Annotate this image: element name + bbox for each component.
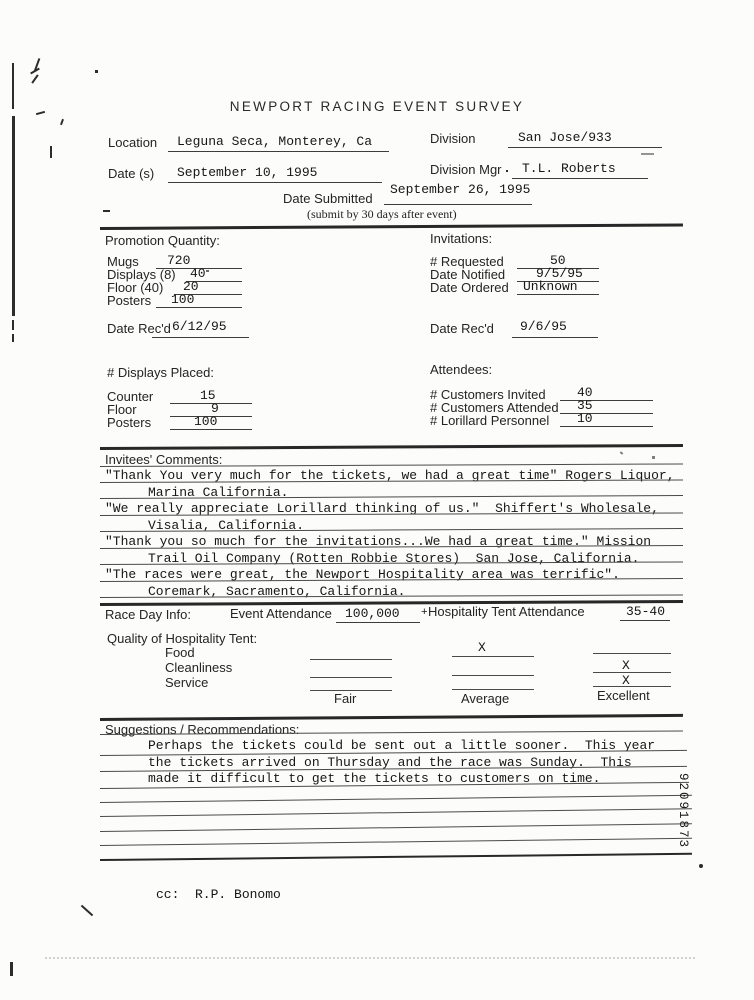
comment-line: "The races were great, the Newport Hospitality area was terrific". [105,567,620,582]
suggestion-line: Perhaps the tickets could be sent out a little sooner. This year [148,738,656,753]
comment-line: "Thank you so much for the invitations...We had a great time." Mission [105,534,652,549]
placed-item-label: Floor [107,402,137,417]
suggestions-heading: Suggestions / Recommendations: [105,722,300,737]
attendees-heading: Attendees: [430,362,493,377]
comment-line: Trail Oil Company (Rotten Robbie Stores) San Jose, California. [148,551,640,566]
quality-row-label: Service [165,675,209,690]
suggestion-line: made it difficult to get the tickets to customers on time. [148,771,601,786]
invite-item-field [517,277,599,295]
scan-artifact [652,456,655,459]
comments-heading: Invitees' Comments: [105,452,223,467]
section-divider [100,853,692,861]
division-mgr-value: T.L. Roberts [522,161,616,176]
invite-item-value: 50 [550,253,566,268]
placed-item-value: 15 [200,388,216,403]
comment-line: "Thank You very much for the tickets, we had a great time" Rogers Liquor, [105,468,675,483]
scan-artifact [30,68,40,75]
scan-artifact [12,334,14,342]
suggestion-line: the tickets arrived on Thursday and the race was Sunday. This [148,755,632,770]
quality-row-label: Food [165,645,195,660]
dates-field [168,163,382,183]
promo-item-value: 20 [183,279,199,294]
attendee-item-field [560,409,653,427]
date-submitted-field [384,187,532,205]
location-value: Leguna Seca, Monterey, Ca [177,134,373,149]
comment-line: Marina California. [148,485,289,500]
rating-col-label: Fair [334,691,357,706]
date-submitted-value: September 26, 1995 [390,182,531,197]
ruled-line [100,838,692,846]
promo-item-label: Posters [107,293,152,308]
section-divider [100,714,683,721]
invite-date-recd-label: Date Rec'd [430,321,494,336]
quality-mark-service-excellent: X [622,673,630,688]
dates-value: September 10, 1995 [177,165,318,180]
rating-line [310,659,392,660]
promo-item-label: Displays (8) [107,267,176,282]
cc-line: cc: R.P. Bonomo [156,887,281,902]
scan-artifact [12,320,14,330]
quality-mark-cleanliness-excellent: X [622,658,630,673]
scan-artifact [50,146,52,158]
invite-item-value: 9/5/95 [536,266,583,281]
event-attendance-suffix: + [421,607,428,619]
scan-artifact [699,864,703,868]
division-field [508,128,662,148]
scan-artifact [81,905,93,917]
promo-item-value: 100 [171,292,195,307]
location-label: Location [108,135,158,150]
attendee-item-value: 10 [577,411,593,426]
section-divider [100,444,683,450]
scan-artifact [31,74,38,83]
division-label: Division [430,131,476,146]
placed-item-label: Counter [107,389,154,404]
invitations-heading: Invitations: [430,231,493,246]
ruled-line [100,808,692,817]
invite-item-label: Date Ordered [430,280,509,295]
attendee-item-label: # Customers Attended [430,400,559,415]
scan-artifact [506,170,508,172]
location-field [168,132,389,152]
dates-label: Date (s) [108,166,155,181]
rating-line [310,677,392,678]
scan-artifact [103,210,110,212]
comment-line: "We really appreciate Lorillard thinking of us." Shiffert's Wholesale, [105,501,659,516]
promo-item-label: Floor (40) [107,280,164,295]
placed-item-field [170,412,252,430]
comment-line: Visalia, California. [148,518,305,533]
promo-date-recd-label: Date Rec'd [107,321,171,336]
rating-col-label: Excellent [597,688,650,703]
scan-artifact [60,119,64,125]
displays-placed-heading: # Displays Placed: [107,365,214,380]
invite-date-recd-field [512,317,598,338]
attendee-item-value: 40 [577,385,593,400]
rating-line [452,656,534,657]
attendee-item-value: 35 [577,398,593,413]
promo-item-field [156,290,242,308]
promo-item-value: 720 [167,253,191,268]
rating-col-label: Average [461,691,510,706]
tent-attendance-field [620,602,670,621]
event-attendance-field [336,604,420,623]
submit-note: (submit by 30 days after event) [307,207,457,221]
event-attendance-label: Event Attendance [230,606,332,621]
document-number: 92091873 [676,773,690,850]
promo-date-recd-field [152,317,249,338]
quality-heading: Quality of Hospitality Tent: [107,631,258,646]
invite-item-label: Date Notified [430,267,506,282]
invite-item-value: Unknown [523,279,578,294]
rating-line [452,675,534,676]
ruled-line [100,823,692,832]
tent-attendance-value: 35-40 [626,604,666,619]
division-mgr-field [512,159,648,179]
rating-line [593,686,671,687]
quality-mark-food-average: X [478,640,486,655]
rating-line [452,689,534,690]
tent-attendance-label: Hospitality Tent Attendance [428,604,585,619]
quality-row-label: Cleanliness [165,660,233,675]
scan-artifact [620,451,624,454]
comment-line: Coremark, Sacramento, California. [148,584,406,599]
scan-artifact [641,153,654,155]
rating-line [593,672,671,673]
placed-item-value: 100 [194,414,218,429]
race-day-heading: Race Day Info: [105,607,191,622]
division-value: San Jose/933 [518,130,612,145]
rating-line [593,653,671,654]
ruled-line [100,795,692,803]
division-mgr-label: Division Mgr [430,162,502,177]
promo-date-recd-value: 6/12/95 [172,319,227,334]
scan-artifact [95,70,98,73]
event-attendance-value: 100,000 [345,606,400,621]
placed-item-value: 9 [211,401,219,416]
placed-item-label: Posters [107,415,152,430]
promo-item-value: 40 [190,266,206,281]
scan-artifact [12,116,15,316]
date-submitted-label: Date Submitted [283,191,373,206]
promo-item-label: Mugs [107,254,139,269]
attendee-item-label: # Lorillard Personnel [430,413,550,428]
scan-noise-row [45,956,695,959]
invite-item-label: # Requested [430,254,504,269]
section-divider [100,223,683,229]
attendee-item-label: # Customers Invited [430,387,546,402]
page-title: NEWPORT RACING EVENT SURVEY [229,99,525,114]
scan-artifact [10,962,13,976]
invite-date-recd-value: 9/6/95 [520,319,567,334]
promotion-heading: Promotion Quantity: [105,233,220,248]
